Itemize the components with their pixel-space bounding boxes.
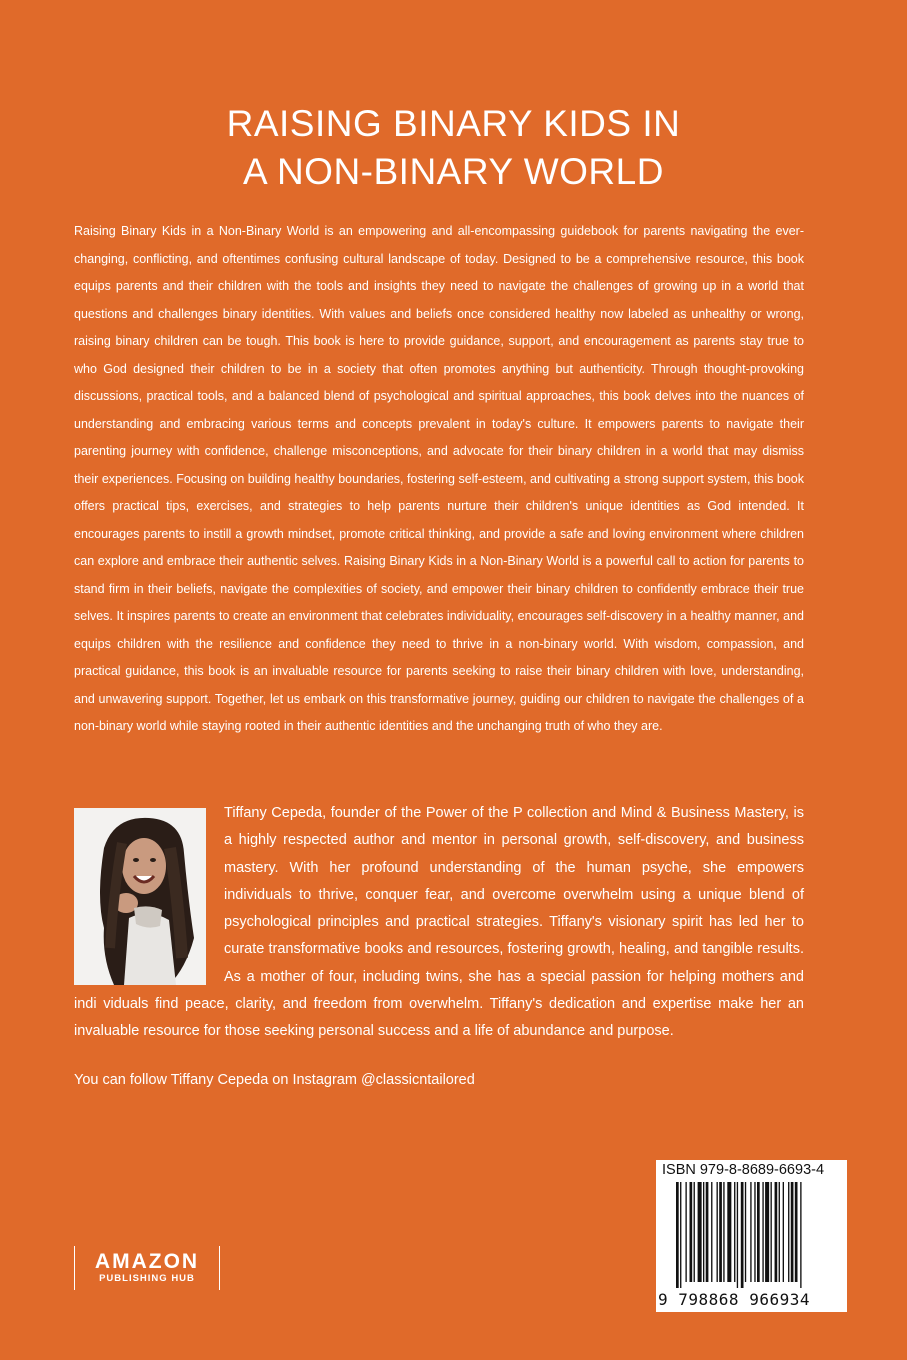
title-line-1: RAISING BINARY KIDS IN: [226, 103, 681, 144]
photo-spacer: [74, 800, 224, 986]
isbn-barcode: [656, 1160, 847, 1312]
instagram-follow-text: You can follow Tiffany Cepeda on Instagram @classicntailored: [74, 1072, 475, 1088]
barcode-icon: [656, 1182, 847, 1290]
publisher-logo-line-2: PUBLISHING HUB: [99, 1273, 195, 1284]
title-line-2: A NON-BINARY WORLD: [243, 151, 664, 192]
book-description: Raising Binary Kids in a Non-Binary World is an empowering and all-encompassing guidebook for parents navigating the ever-changing, conflicting, and oftentimes confusing cultural landscape of today. Designed to be a comprehensive resource, this book equips parents and their children with the tools and insights they need to navigate the challenges of growing up in a world that questions and challenges binary identities. With values and beliefs once considered healthy now labeled as unhealthy or wrong, raising binary children can be tough. This book is here to provide guidance, support, and encouragement as parents stay true to who God designed their children to be in a society that often promotes anything but authenticity. Through thought-provoking discussions, practical tools, and a balanced blend of psychological and spiritual approaches, this book delves into the nuances of understanding and embracing various terms and concepts prevalent in today's culture. It empowers parents to navigate their parenting journey with confidence, challenge misconceptions, and advocate for their binary children in a world that may dismiss their experiences. Focusing on building healthy boundaries, fostering self-esteem, and cultivating a strong support system, this book offers practical tips, exercises, and strategies to help parents nurture their children's unique identities as God intended. It encourages parents to instill a growth mindset, promote critical thinking, and provide a safe and loving environment where children can explore and embrace their authentic selves. Raising Binary Kids in a Non-Binary World is a powerful call to action for parents to stand firm in their beliefs, navigate the complexities of society, and empower their binary children to confidently embrace their true selves. It inspires parents to create an environment that celebrates individuality, encourages self-discovery in a healthy manner, and equips children with the resilience and confidence they need to thrive in a non-binary world. With wisdom, compassion, and practical guidance, this book is an invaluable resource for parents seeking to raise their binary children with love, understanding, and unwavering support. Together, let us embark on this transformative journey, guiding our children to navigate the challenges of a non-binary world while staying rooted in their authentic identities and the unchanging truth of who they are.: [74, 224, 804, 733]
author-bio: [74, 800, 804, 1046]
publisher-logo-line-1: AMAZON: [94, 1250, 200, 1273]
book-title: [0, 100, 907, 196]
publisher-logo: [74, 1246, 220, 1290]
isbn-label: ISBN 979-8-8689-6693-4: [662, 1162, 825, 1178]
author-bio-text: Tiffany Cepeda, founder of the Power of the P collection and Mind & Business Mastery, is a highly respected author and mentor in personal growth, self-discovery, and business mastery. With her profound understanding of the human psyche, she empowers individuals to thrive, conquer fear, and overcome overwhelm using a unique blend of psychological principles and practical strategies. Tiffany's visionary spirit has led her to curate transformative books and resources, fostering growth, healing, and tangible results. As a mother of four, including twins, she has a special passion for helping mothers and indi viduals find peace, clarity, and freedom from overwhelm. Tiffany's dedication and expertise make her an invaluable resource for those seeking personal success and a life of abundance and purpose.: [74, 805, 804, 1040]
barcode-digits: 9 798868 966934: [658, 1290, 810, 1309]
